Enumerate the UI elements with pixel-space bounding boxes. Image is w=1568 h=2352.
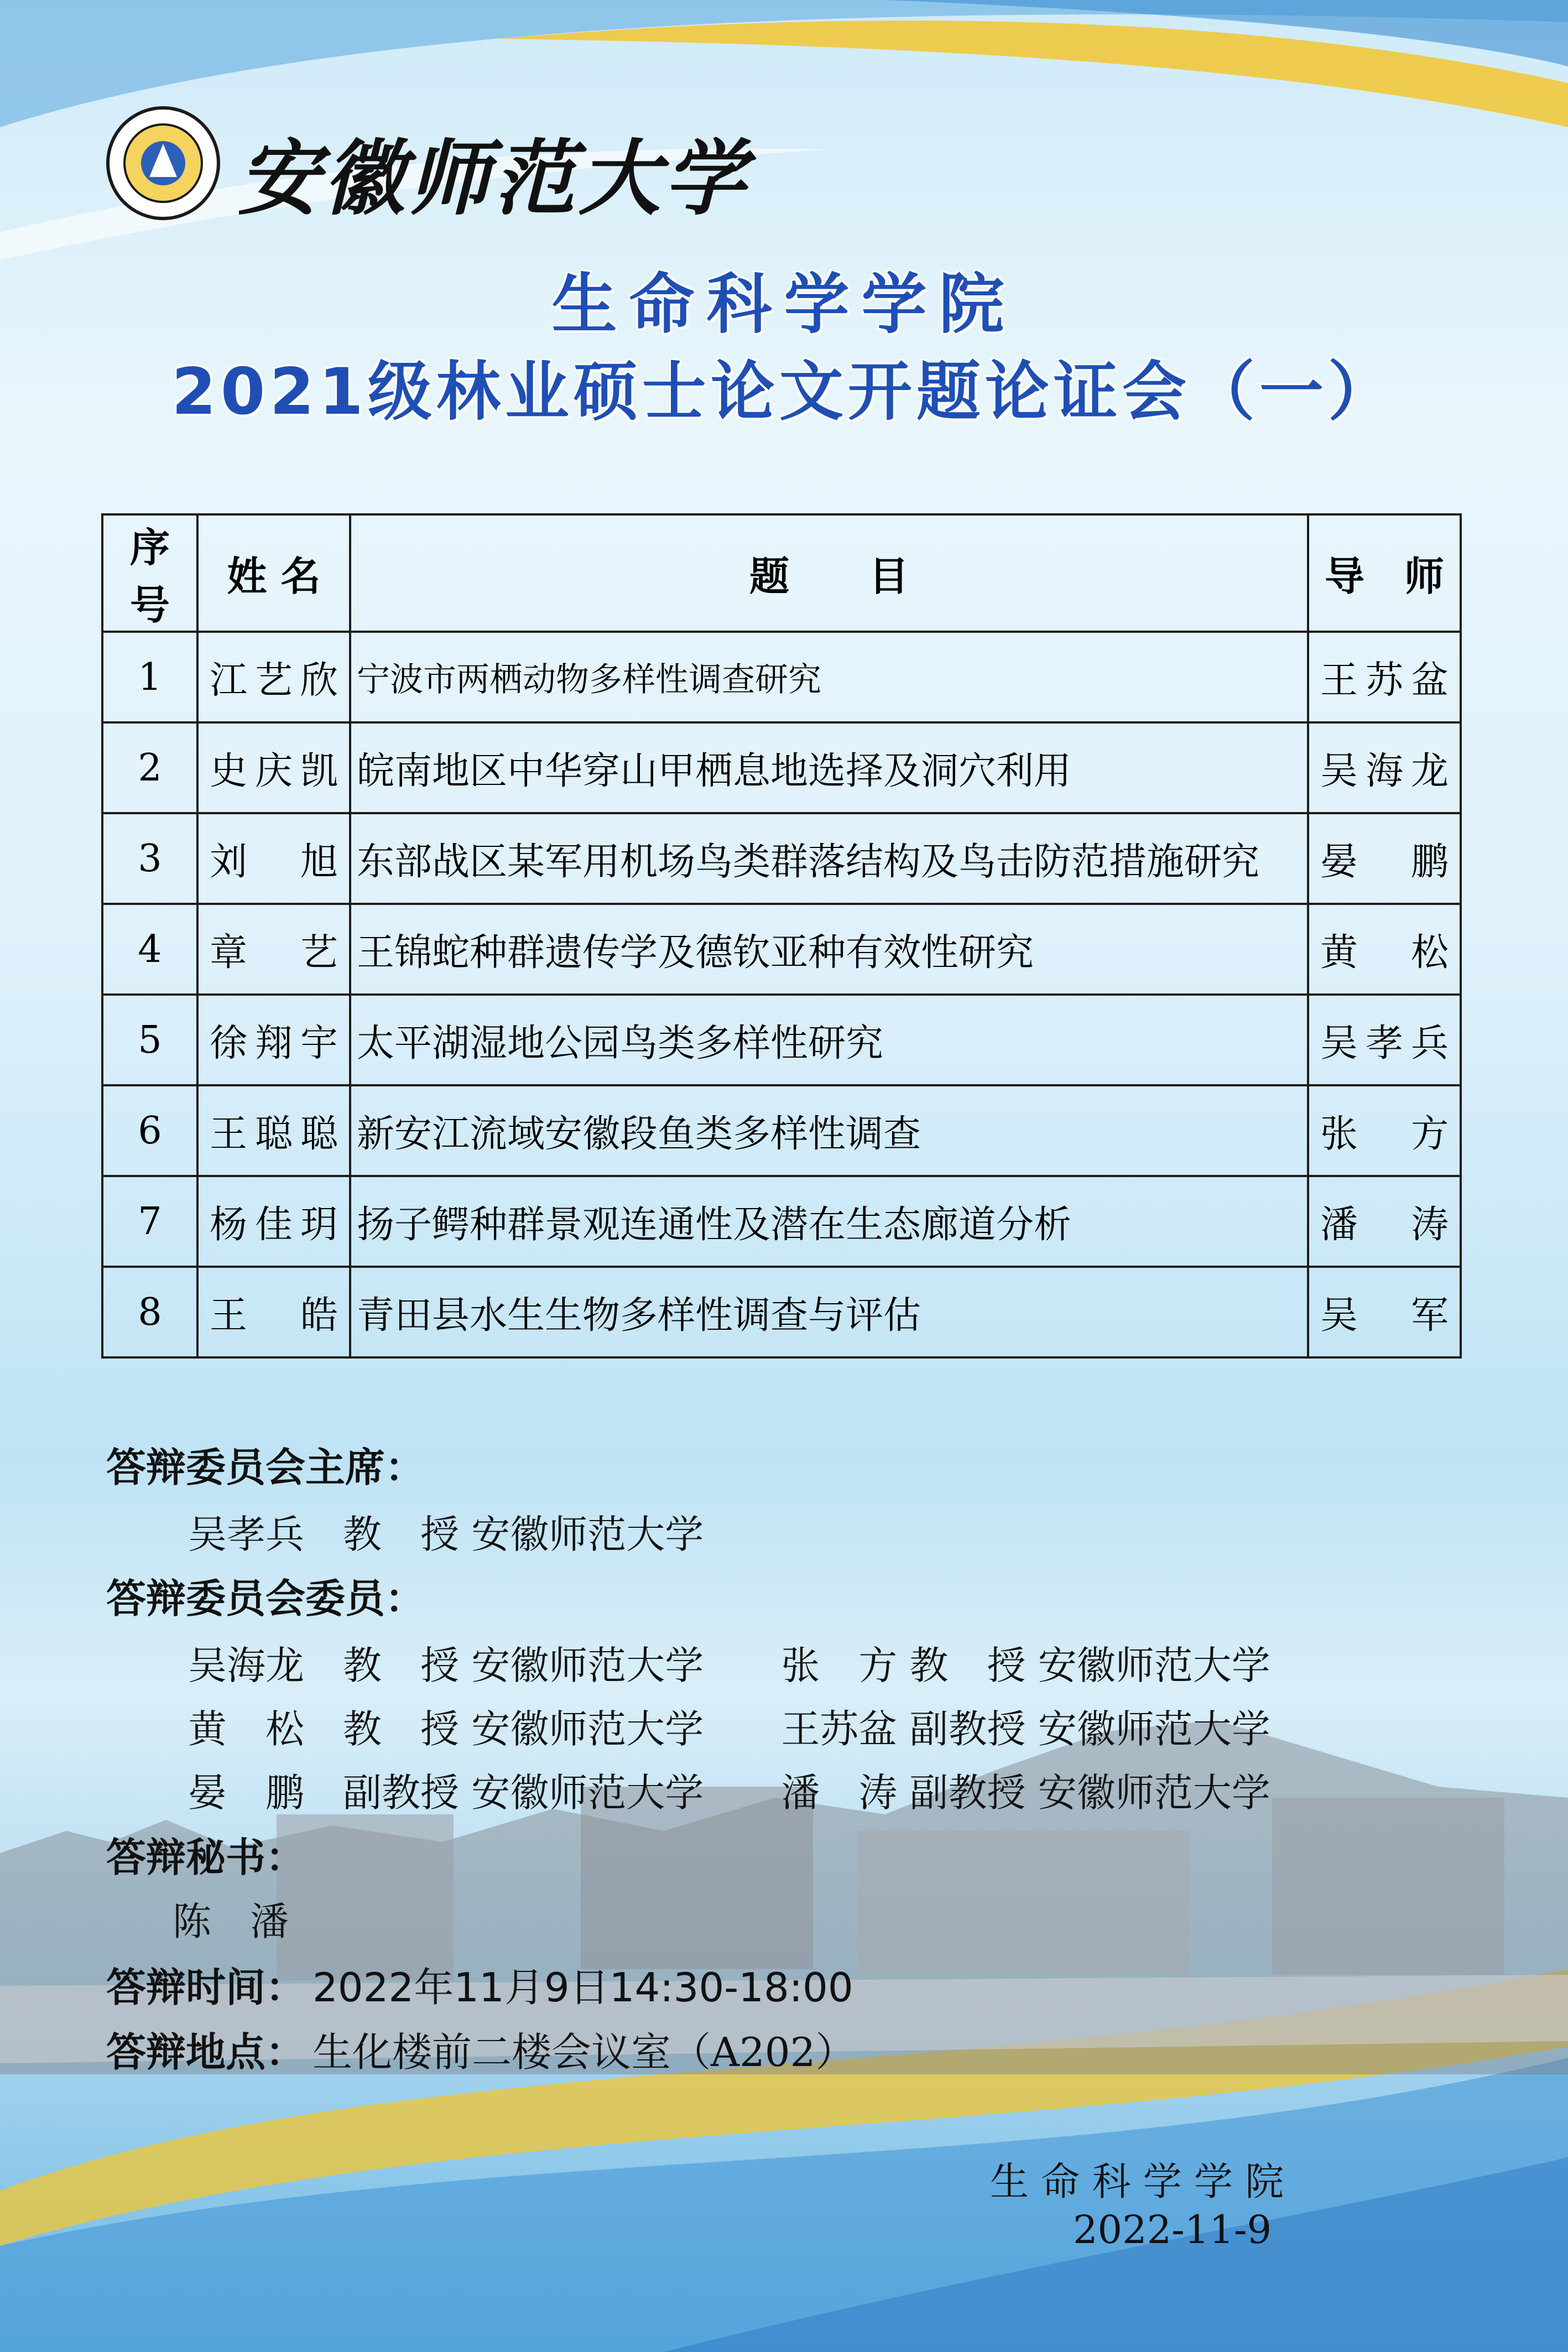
defense-time-value: 2022年11月9日14:30-18:00 xyxy=(312,1964,853,2011)
row-topic: 宁波市两栖动物多样性调查研究 xyxy=(350,632,1308,722)
secretary-label: 答辩秘书： xyxy=(106,1834,306,1881)
row-advisor: 吴 军 xyxy=(1308,1267,1461,1357)
row-num: 1 xyxy=(102,632,197,722)
header-advisor: 导 师 xyxy=(1308,514,1461,632)
row-student-name: 江艺欣 xyxy=(197,632,350,722)
row-student-name: 章 艺 xyxy=(197,904,350,995)
defense-time-label: 答辩时间： xyxy=(106,1964,306,2011)
committee-member-line: 吴海龙 教 授 安徽师范大学 张 方 教 授 安徽师范大学 xyxy=(188,1643,1270,1688)
row-advisor: 吴孝兵 xyxy=(1308,995,1461,1085)
row-student-name: 徐翔宇 xyxy=(197,995,350,1085)
row-topic: 东部战区某军用机场鸟类群落结构及鸟击防范措施研究 xyxy=(350,813,1308,904)
row-topic: 青田县水生生物多样性调查与评估 xyxy=(350,1267,1308,1357)
row-student-name: 杨佳玥 xyxy=(197,1176,350,1267)
row-num: 2 xyxy=(102,722,197,813)
table-row xyxy=(102,995,1461,1085)
row-num: 5 xyxy=(102,995,197,1085)
table-row xyxy=(102,722,1461,813)
page-title-event: 2021级林业硕士论文开题论证会（一） xyxy=(171,355,1397,429)
row-topic: 新安江流域安徽段鱼类多样性调查 xyxy=(350,1085,1308,1176)
table-row xyxy=(102,813,1461,904)
row-advisor: 潘 涛 xyxy=(1308,1176,1461,1267)
row-topic: 扬子鳄种群景观连通性及潜在生态廊道分析 xyxy=(350,1176,1308,1267)
row-advisor: 王苏盆 xyxy=(1308,632,1461,722)
header-name: 姓 名 xyxy=(197,514,350,632)
header-num: 序号 xyxy=(102,514,197,632)
header-topic: 题 目 xyxy=(350,514,1308,632)
table-row xyxy=(102,1267,1461,1357)
table-row xyxy=(102,632,1461,722)
secretary-name: 陈 潘 xyxy=(173,1899,289,1944)
row-student-name: 王聪聪 xyxy=(197,1085,350,1176)
row-advisor: 黄 松 xyxy=(1308,904,1461,995)
table-row xyxy=(102,1085,1461,1176)
defense-place-value: 生化楼前二楼会议室（A202） xyxy=(312,2029,856,2075)
table-row xyxy=(102,904,1461,995)
footer-organization: 生 命 科 学 学 院 xyxy=(990,2159,1284,2204)
committee-members-label: 答辩委员会委员： xyxy=(106,1575,425,1622)
committee-member-line: 黄 松 教 授 安徽师范大学 王苏盆 副教授 安徽师范大学 xyxy=(188,1706,1270,1752)
row-topic: 皖南地区中华穿山甲栖息地选择及洞穴利用 xyxy=(350,722,1308,813)
row-student-name: 史庆凯 xyxy=(197,722,350,813)
row-advisor: 张 方 xyxy=(1308,1085,1461,1176)
page-title-college: 生命科学学院 xyxy=(551,266,1017,342)
table-header-row xyxy=(102,514,1461,632)
university-name: 安徽师范大学 xyxy=(238,130,749,226)
row-num: 7 xyxy=(102,1176,197,1267)
row-num: 3 xyxy=(102,813,197,904)
footer-date: 2022-11-9 xyxy=(1073,2207,1272,2252)
row-topic: 太平湖湿地公园鸟类多样性研究 xyxy=(350,995,1308,1085)
committee-member-line: 晏 鹏 副教授 安徽师范大学 潘 涛 副教授 安徽师范大学 xyxy=(188,1770,1270,1815)
thesis-topic-table xyxy=(101,513,1462,1359)
defense-place-label: 答辩地点： xyxy=(106,2029,306,2075)
row-topic: 王锦蛇种群遗传学及德钦亚种有效性研究 xyxy=(350,904,1308,995)
table-row xyxy=(102,1176,1461,1267)
row-num: 4 xyxy=(102,904,197,995)
row-advisor: 晏 鹏 xyxy=(1308,813,1461,904)
committee-chair-label: 答辩委员会主席： xyxy=(106,1444,425,1491)
row-num: 8 xyxy=(102,1267,197,1357)
row-num: 6 xyxy=(102,1085,197,1176)
row-advisor: 吴海龙 xyxy=(1308,722,1461,813)
row-student-name: 刘 旭 xyxy=(197,813,350,904)
row-student-name: 王 皓 xyxy=(197,1267,350,1357)
committee-chair: 吴孝兵 教 授 安徽师范大学 xyxy=(188,1512,704,1557)
university-logo-seal xyxy=(105,105,221,221)
